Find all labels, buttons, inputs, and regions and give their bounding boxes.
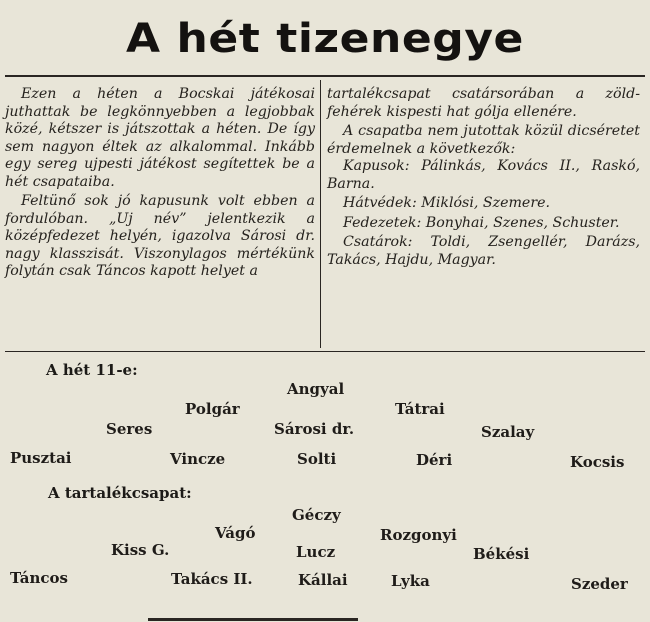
paragraph: tartalékcsapat csatársorában a zöld-fehérek kispesti hat gólja ellenére. [327,86,640,120]
bottom-rule [148,618,358,621]
player-forward: Lyka [391,572,430,590]
paragraph: A csapatba nem jutottak közül dicséretet érdemelnek a következők: [327,123,640,157]
top-rule [5,75,645,77]
player-forward: Déri [416,451,453,469]
player-forward: Solti [297,450,337,468]
player-forward: Kocsis [570,453,625,471]
player-half-right: Szalay [481,423,535,441]
player-forward: Takács II. [171,570,253,588]
team2-label: A tartalékcsapat: [48,484,192,502]
player-back-right: Rozgonyi [380,526,457,544]
player-back-left: Polgár [185,400,240,418]
column-divider [320,80,321,348]
paragraph: Feltünő sok jó kapusunk volt ebben a fordulóban. „Uj név” jelentkezik a középfedezet helyén, igazolva Sárosi dr. nagy klasszisát. Viszonylagos mértékünk folytán csak Táncos kapott helyet a [5,193,315,279]
player-forward: Pusztai [10,449,72,467]
player-goalkeeper: Géczy [292,506,341,524]
player-half-left: Kiss G. [111,541,170,559]
lineup-rule [5,351,645,352]
player-half-right: Békési [473,545,530,563]
player-forward: Kállai [298,571,348,589]
player-half-center: Sárosi dr. [274,420,355,438]
player-forward: Vincze [170,450,226,468]
player-forward: Szeder [571,575,628,593]
player-half-center: Lucz [296,543,336,561]
player-back-left: Vágó [215,524,256,542]
paragraph: Ezen a héten a Bocskai játékosai juthattak be legkönnyebben a legjobbak közé, kétszer is játszottak a héten. De így sem nagyon éltek az alkalommal. Inkább egy sereg ujpesti játékost segítettek be a hét csapataiba. [5,86,315,190]
player-goalkeeper: Angyal [287,380,345,398]
praise-goalkeepers: Kapusok: Pálinkás, Kovács II., Raskó, Barna. [327,158,640,192]
player-forward: Táncos [10,569,68,587]
left-column [5,86,315,281]
praise-halfbacks: Fedezetek: Bonyhai, Szenes, Schuster. [343,214,620,231]
team1-label: A hét 11-e: [46,361,138,379]
praise-forwards: Csatárok: Toldi, Zsengellér, Darázs, Takács, Hajdu, Magyar. [327,234,640,268]
player-back-right: Tátrai [395,400,445,418]
praise-defenders: Hátvédek: Miklósi, Szemere. [343,195,551,211]
headline: A hét tizenegye [126,16,524,62]
right-column [327,86,640,269]
player-half-left: Seres [106,420,153,438]
